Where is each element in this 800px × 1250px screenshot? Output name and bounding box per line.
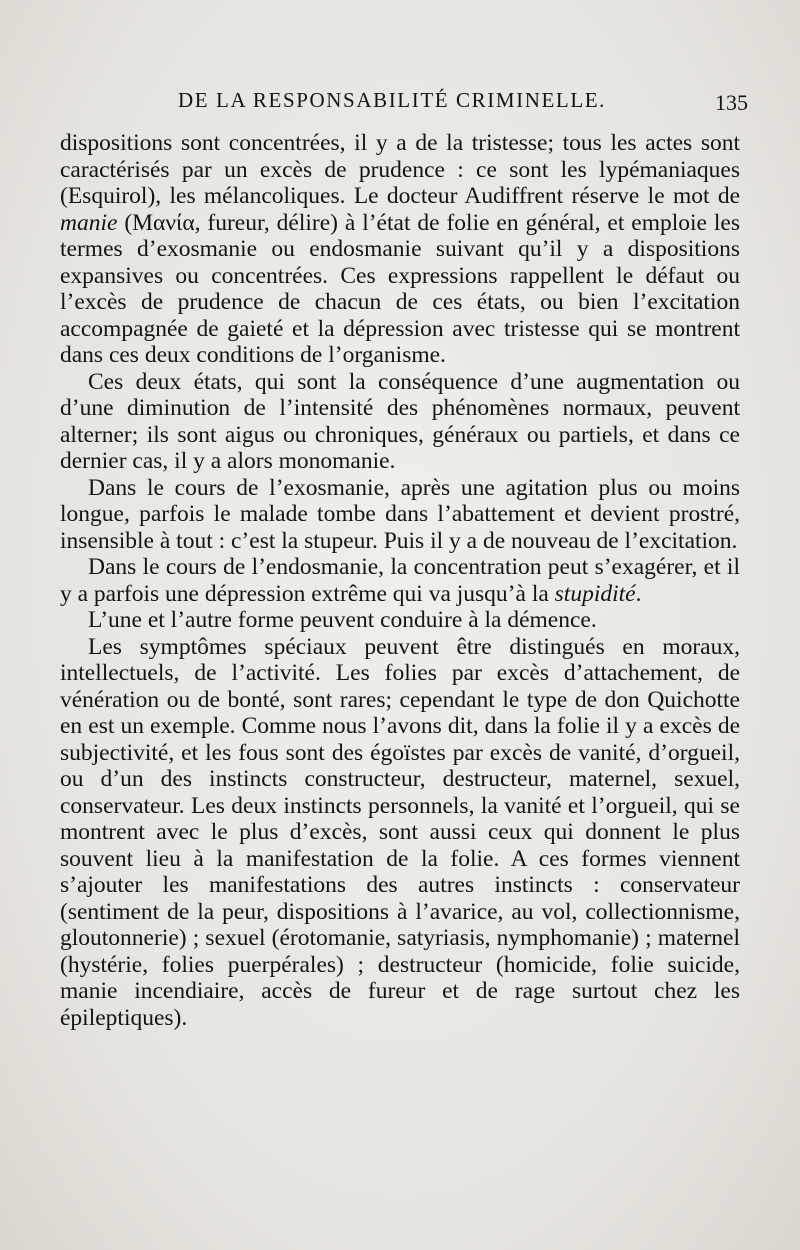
page-header bbox=[60, 84, 748, 124]
paragraph-3: Dans le cours de l’exosmanie, après une agitation plus ou moins longue, parfois le malade tombe dans l’abattement et devient prostré, insensible à tout : c’est la stupeur. Puis il y a de nouveau de l’excitation. bbox=[60, 474, 740, 554]
paragraph-5: L’une et l’autre forme peuvent conduire à la démence. bbox=[88, 607, 597, 633]
page-number: 135 bbox=[715, 90, 748, 115]
paragraph-6: Les symptômes spéciaux peuvent être distingués en moraux, intellectuels, de l’activité. Les folies par excès d’attachement, de vénération ou de bonté, sont rares; cependant le type de don Quichotte en est un exemple. Comme nous l’avons dit, dans la folie il y a excès de subjectivité, et les fous sont des égoïstes par excès de vanité, d’orgueil, ou d’un des instincts constructeur, destructeur, maternel, sexuel, conservateur. Les deux instincts personnels, la vanité et l’orgueil, qui se montrent avec le plus d’excès, sont aussi ceux qui donnent le plus souvent lieu à la manifestation de la folie. A ces formes viennent s’ajouter les manifestations des autres instincts : conservateur (sentiment de la peur, dispositions à l’avarice, au vol, collectionnisme, gloutonnerie) ; sexuel (érotomanie, satyriasis, nymphomanie) ; maternel (hystérie, folies puerpérales) ; destructeur (homicide, folie suicide, manie incendiaire, accès de fureur et de rage surtout chez les épileptiques). bbox=[60, 633, 740, 1031]
paragraph-1-italic: manie bbox=[60, 209, 118, 236]
paragraph-2: Ces deux états, qui sont la conséquence d’une augmentation ou d’une diminution de l’intensité des phénomènes normaux, peuvent alterner; ils sont aigus ou chroniques, généraux ou partiels, et dans ce dernier cas, il y a alors monomanie. bbox=[60, 368, 740, 474]
paragraph-4-text-b: . bbox=[635, 580, 642, 607]
paragraph-4 bbox=[60, 554, 740, 607]
paragraph-4-italic: stupidité bbox=[554, 580, 636, 607]
paragraph-1-text-b: (Μανία, fureur, délire) à l’état de folie en général, et emploie les termes d’exosmanie ou endosmanie suivant qu’il y a dispositions expansives ou concentrées. Ces expressions rappellent le défaut ou l’excès de prudence de chacun de ces états, ou bien l’excitation accompagnée de gaieté et la dépression avec tristesse qui se montrent dans ces deux conditions de l’organisme. bbox=[60, 209, 740, 368]
body-text bbox=[60, 130, 740, 1031]
paragraph-1-text-a: dispositions sont concentrées, il y a de la tristesse; tous les actes sont caractérisés par un excès de prudence : ce sont les lypémaniaques (Esquirol), les mélancoliques. Le docteur Audiffrent réserve le mot de bbox=[60, 130, 740, 209]
paragraph-1 bbox=[60, 130, 740, 369]
running-title: DE LA RESPONSABILITÉ CRIMINELLE. bbox=[178, 88, 607, 112]
paragraph-4-text-a: Dans le cours de l’endosmanie, la concentration peut s’exagérer, et il y a parfois une dépression extrême qui va jusqu’à la bbox=[60, 554, 740, 607]
